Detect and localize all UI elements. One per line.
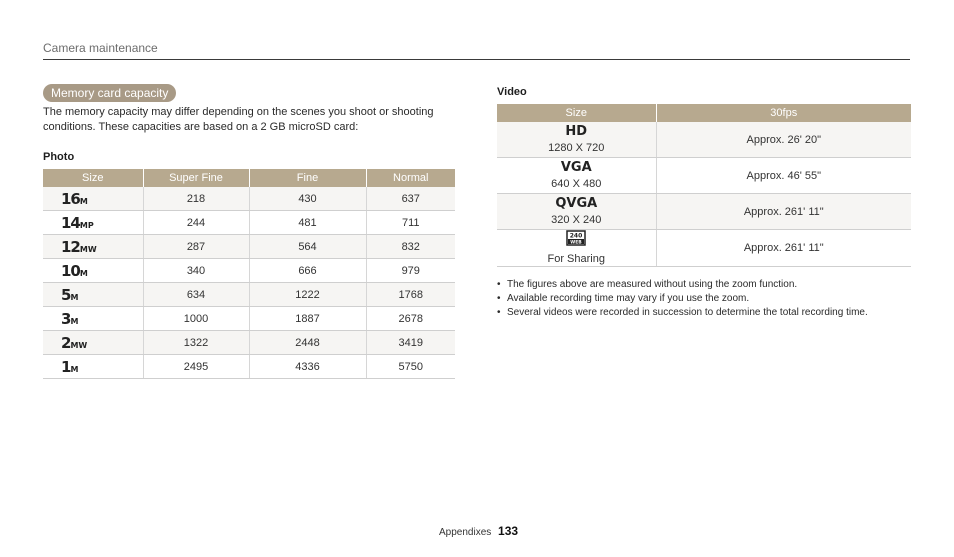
size-cell — [43, 259, 143, 283]
size-5m-icon: 5M — [61, 285, 79, 304]
size-cell — [43, 211, 143, 235]
normal-cell: 3419 — [366, 331, 455, 355]
fine-cell: 430 — [249, 187, 366, 211]
super-fine-cell: 1322 — [143, 331, 249, 355]
table-row — [43, 283, 455, 307]
normal-cell: 1768 — [366, 283, 455, 307]
table-row — [497, 158, 911, 194]
note-item: • The figures above are measured without using the zoom function. — [497, 278, 868, 292]
size-14mp-icon: 14MP — [61, 213, 94, 232]
svg-text:WEB: WEB — [570, 240, 582, 246]
fine-cell: 1222 — [249, 283, 366, 307]
fine-cell: 4336 — [249, 355, 366, 379]
normal-cell: 711 — [366, 211, 455, 235]
table-row — [43, 331, 455, 355]
recording-time-cell: Approx. 261' 11" — [656, 194, 911, 230]
video-table-header — [497, 104, 911, 122]
size-3m-icon: 3M — [61, 309, 79, 328]
video-size-label: 640 X 480 — [551, 177, 602, 190]
super-fine-cell: 2495 — [143, 355, 249, 379]
fine-cell: 564 — [249, 235, 366, 259]
normal-cell: 637 — [366, 187, 455, 211]
normal-cell: 5750 — [366, 355, 455, 379]
video-hd-icon: HD — [565, 123, 588, 139]
table-row — [43, 211, 455, 235]
video-size-label: 320 X 240 — [551, 213, 602, 226]
table-row — [43, 355, 455, 379]
super-fine-cell: 340 — [143, 259, 249, 283]
size-1m-icon: 1M — [61, 357, 79, 376]
super-fine-cell: 634 — [143, 283, 249, 307]
fine-cell: 1887 — [249, 307, 366, 331]
table-row — [43, 187, 455, 211]
recording-time-cell: Approx. 261' 11" — [656, 230, 911, 267]
size-12mw-icon: 12MW — [61, 237, 97, 256]
column-header-30fps: 30fps — [656, 104, 911, 122]
super-fine-cell: 244 — [143, 211, 249, 235]
normal-cell: 2678 — [366, 307, 455, 331]
size-10m-icon: 10M — [61, 261, 88, 280]
super-fine-cell: 218 — [143, 187, 249, 211]
page-number: 133 — [498, 524, 519, 538]
video-size-label: For Sharing — [547, 253, 605, 265]
video-size-cell — [497, 158, 656, 194]
column-header-size: Size — [43, 169, 143, 187]
table-row — [43, 259, 455, 283]
page-footer — [439, 524, 518, 538]
size-cell — [43, 331, 143, 355]
section-header: Camera maintenance — [43, 41, 158, 55]
video-size-cell — [497, 194, 656, 230]
normal-cell: 979 — [366, 259, 455, 283]
notes-list — [497, 278, 868, 320]
photo-heading: Photo — [43, 151, 75, 163]
photo-table-header — [43, 169, 455, 187]
size-cell — [43, 283, 143, 307]
super-fine-cell: 1000 — [143, 307, 249, 331]
super-fine-cell: 287 — [143, 235, 249, 259]
svg-text:240: 240 — [569, 232, 583, 240]
header-rule — [43, 59, 910, 60]
size-cell — [43, 187, 143, 211]
sharing-240-web-icon — [497, 230, 656, 250]
column-header-super-fine: Super Fine — [143, 169, 249, 187]
intro-text: The memory capacity may differ depending on the scenes you shoot or shooting conditions. These capacities are based on a 2 GB microSD card: — [43, 106, 434, 133]
memory-card-capacity-pill: Memory card capacity — [43, 84, 176, 102]
video-qvga-icon: QVGA — [555, 195, 598, 211]
table-row — [497, 230, 911, 267]
video-capacity-table — [497, 104, 911, 267]
video-heading: Video — [497, 86, 527, 98]
table-row — [497, 194, 911, 230]
video-size-label: 1280 X 720 — [548, 141, 605, 154]
size-cell — [43, 235, 143, 259]
table-row — [497, 122, 911, 158]
photo-capacity-table — [43, 169, 455, 379]
size-16m-icon: 16M — [61, 189, 88, 208]
video-size-cell — [497, 230, 656, 267]
note-item: • Available recording time may vary if you use the zoom. — [497, 292, 868, 306]
column-header-fine: Fine — [249, 169, 366, 187]
fine-cell: 666 — [249, 259, 366, 283]
note-item: • Several videos were recorded in succession to determine the total recording time. — [497, 306, 868, 320]
column-header-normal: Normal — [366, 169, 455, 187]
footer-section: Appendixes — [439, 527, 492, 538]
table-row — [43, 307, 455, 331]
size-cell — [43, 355, 143, 379]
size-2mw-icon: 2MW — [61, 333, 88, 352]
fine-cell: 481 — [249, 211, 366, 235]
column-header-size: Size — [497, 104, 656, 122]
fine-cell: 2448 — [249, 331, 366, 355]
recording-time-cell: Approx. 26' 20" — [656, 122, 911, 158]
video-vga-icon: VGA — [560, 159, 592, 175]
normal-cell: 832 — [366, 235, 455, 259]
video-size-cell — [497, 122, 656, 158]
size-cell — [43, 307, 143, 331]
table-row — [43, 235, 455, 259]
recording-time-cell: Approx. 46' 55" — [656, 158, 911, 194]
